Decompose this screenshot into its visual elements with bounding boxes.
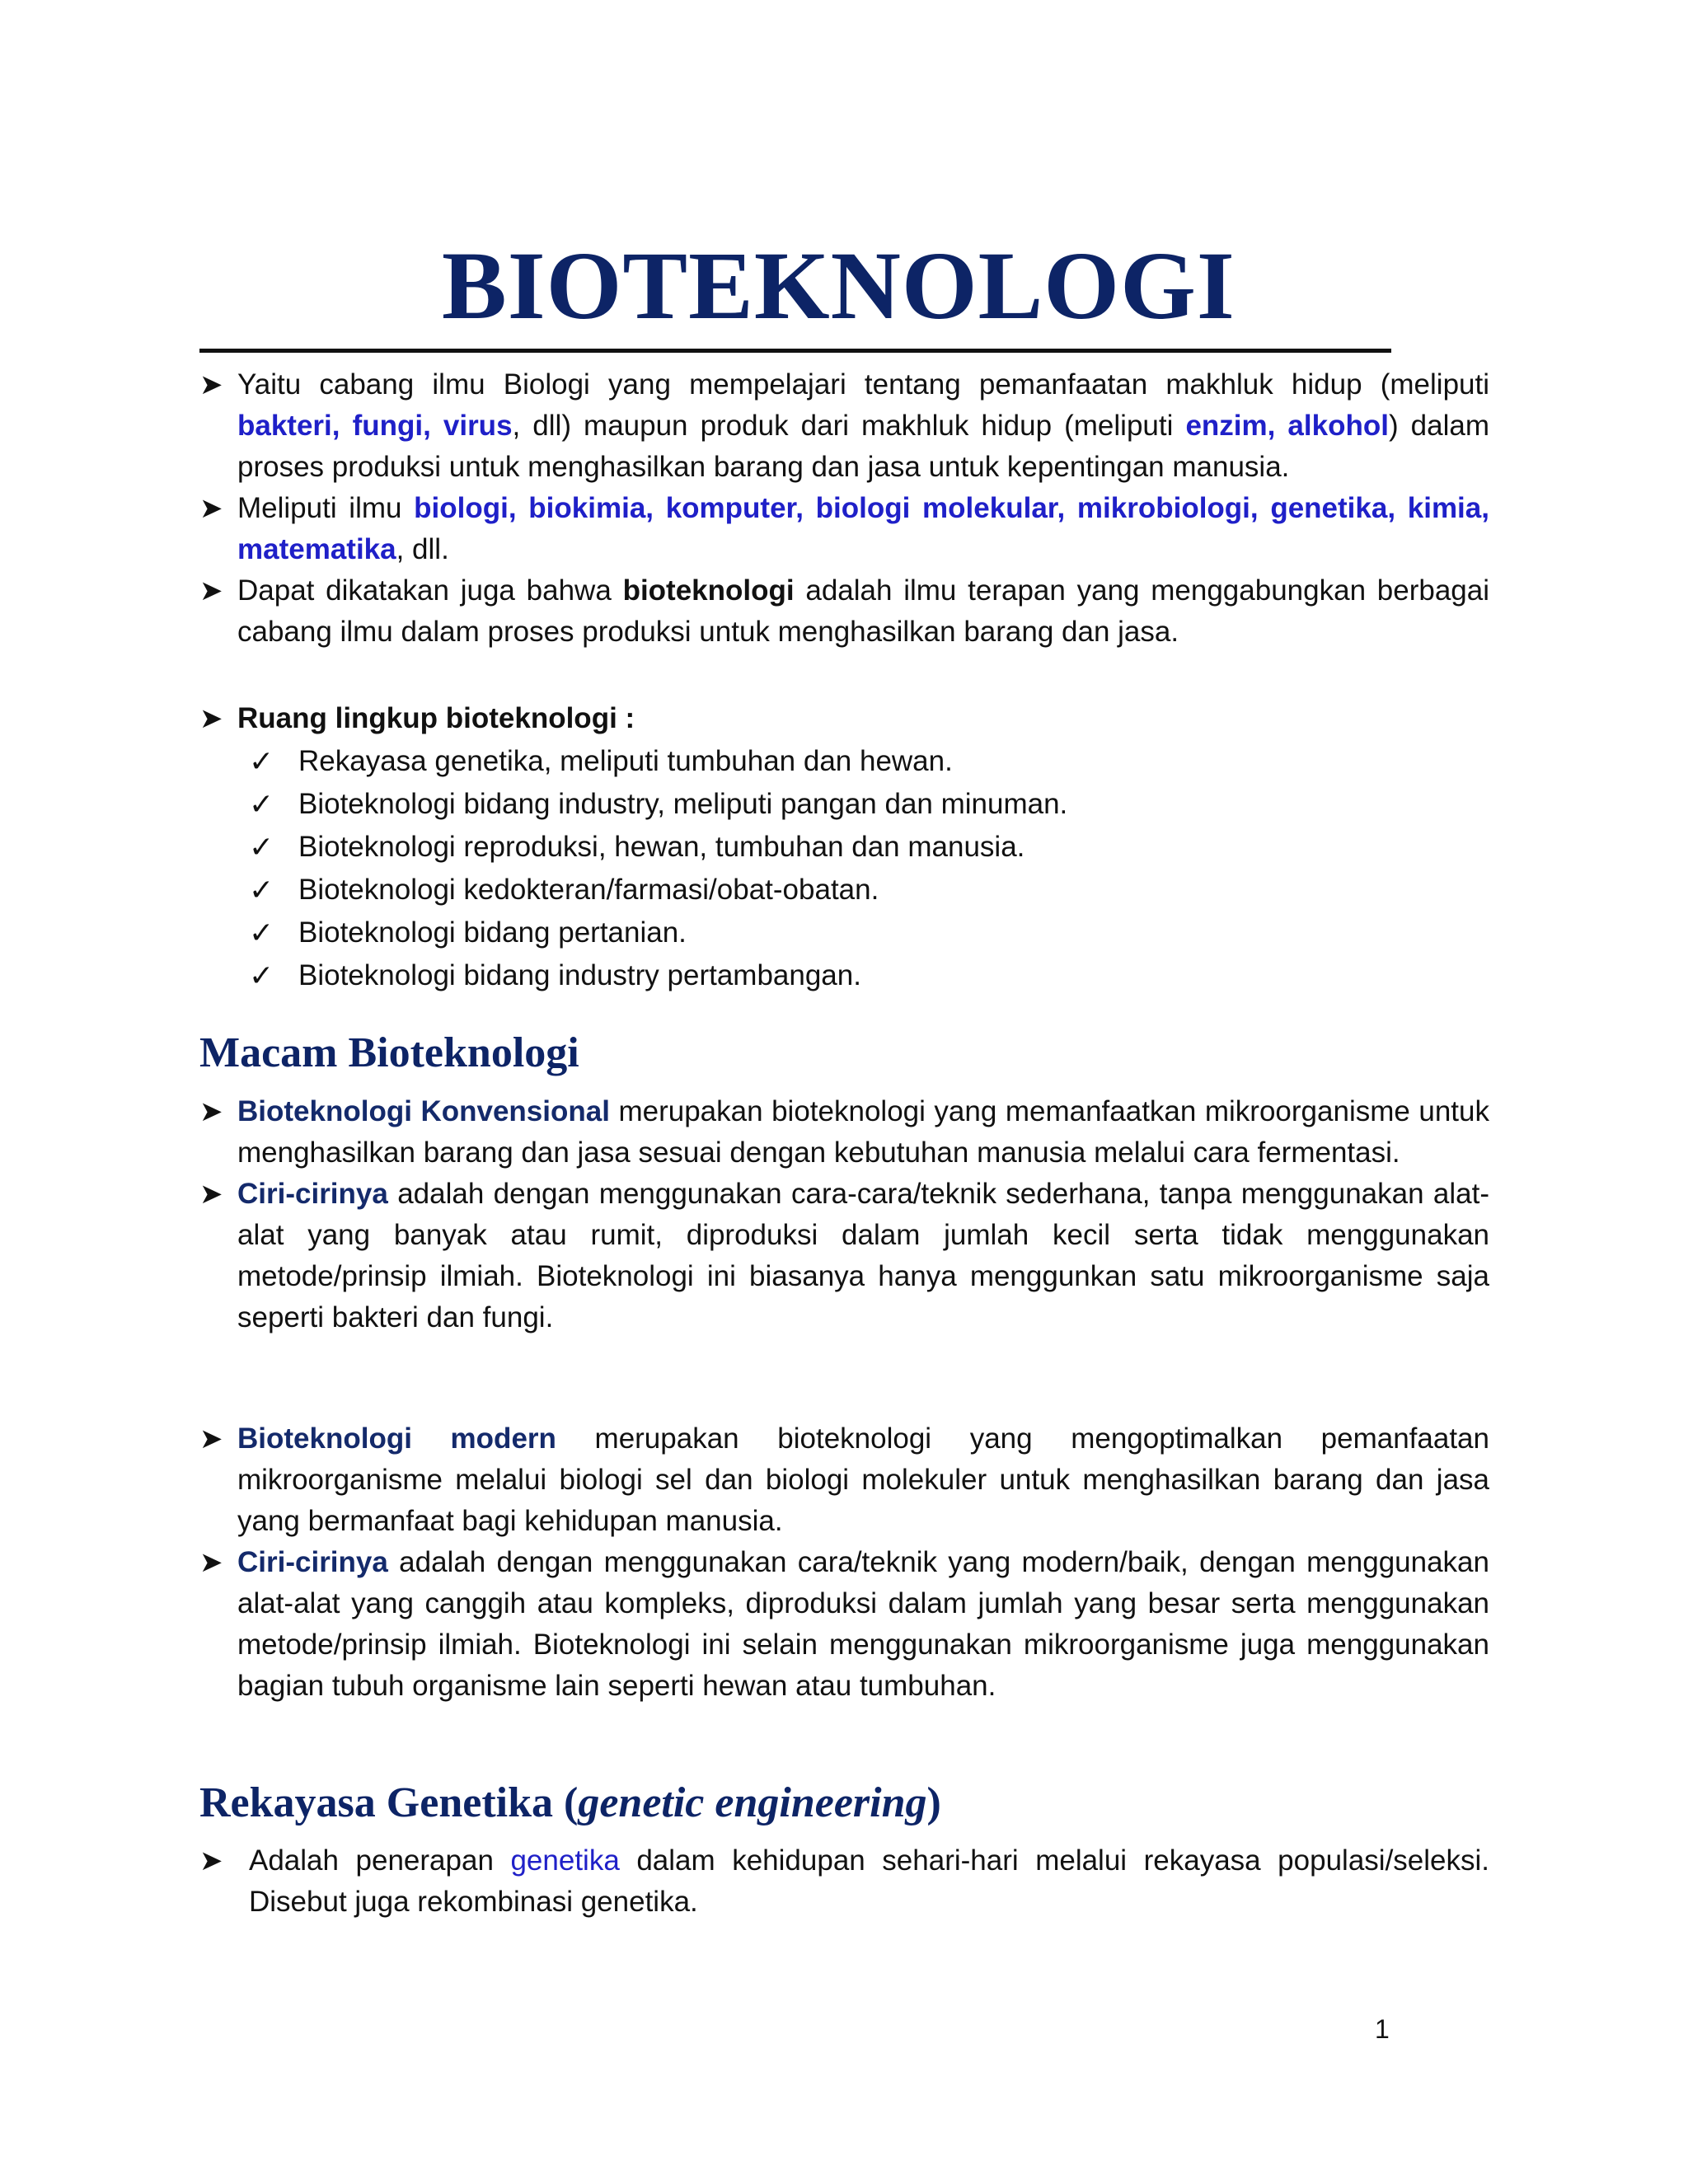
intro-item-definition: ➤ Yaitu cabang ilmu Biologi yang mempelajari tentang pemanfaatan makhluk hidup (meliputi bakteri, fungi, virus, dll) maupun produk dari makhluk hidup (meliputi enzim, alkohol) dalam proses produksi untuk menghasilkan barang dan jasa untuk kepentingan manusia.	[199, 364, 1489, 488]
check-icon: ✓	[249, 830, 274, 864]
conventional-characteristics: ➤ Ciri-cirinya adalah dengan menggunakan cara-cara/teknik sederhana, tanpa menggunakan alat-alat yang banyak atau rumit, diproduksi dalam jumlah kecil serta tidak menggunakan metode/prinsip ilmiah. Bioteknologi ini biasanya hanya menggunkan satu mikroorganisme saja seperti bakteri dan fungi.	[199, 1174, 1489, 1338]
keyword: alkohol	[1287, 410, 1389, 442]
check-icon: ✓	[249, 873, 274, 907]
page-number: 1	[1375, 2014, 1390, 2044]
arrow-bullet-icon: ➤	[199, 369, 223, 401]
title-underline	[199, 349, 1391, 353]
macam-modern	[199, 1418, 1489, 1707]
arrow-bullet-icon: ➤	[199, 1845, 223, 1877]
rekayasa-section	[199, 1840, 1489, 1923]
scope-item: ✓ Bioteknologi reproduksi, hewan, tumbuhan dan manusia.	[199, 826, 1489, 869]
scope-heading: ➤ Ruang lingkup bioteknologi :	[199, 697, 1489, 740]
page-title: BIOTEKNOLOGI	[442, 232, 1236, 340]
intro-item-disciplines: ➤ Meliputi ilmu biologi, biokimia, komputer, biologi molekular, mikrobiologi, genetika, kimia, matematika, dll.	[199, 488, 1489, 570]
keyword: bakteri	[237, 410, 332, 442]
scope-item: ✓ Bioteknologi bidang industry pertambangan.	[199, 954, 1489, 997]
scope-item: ✓ Bioteknologi bidang pertanian.	[199, 912, 1489, 954]
check-icon: ✓	[249, 787, 274, 821]
keyword: fungi	[352, 410, 424, 442]
check-icon: ✓	[249, 958, 274, 992]
arrow-bullet-icon: ➤	[199, 703, 223, 734]
conventional-definition: ➤ Bioteknologi Konvensional merupakan bioteknologi yang memanfaatkan mikroorganisme untuk menghasilkan barang dan jasa sesuai dengan kebutuhan manusia melalui cara fermentasi.	[199, 1091, 1489, 1174]
scope-section	[199, 697, 1489, 997]
rekayasa-definition: ➤ Adalah penerapan genetika dalam kehidupan sehari-hari melalui rekayasa populasi/seleksi. Disebut juga rekombinasi genetika.	[199, 1840, 1489, 1923]
scope-item: ✓ Rekayasa genetika, meliputi tumbuhan dan hewan.	[199, 740, 1489, 783]
scope-item: ✓ Bioteknologi kedokteran/farmasi/obat-obatan.	[199, 869, 1489, 912]
keyword: enzim	[1185, 410, 1268, 442]
arrow-bullet-icon: ➤	[199, 493, 223, 524]
scope-item: ✓ Bioteknologi bidang industry, meliputi pangan dan minuman.	[199, 783, 1489, 826]
macam-conventional	[199, 1091, 1489, 1338]
arrow-bullet-icon: ➤	[199, 1096, 223, 1127]
arrow-bullet-icon: ➤	[199, 1423, 223, 1455]
intro-section	[199, 364, 1489, 653]
check-icon: ✓	[249, 744, 274, 778]
section-heading-macam: Macam Bioteknologi	[199, 1029, 579, 1076]
modern-definition: ➤ Bioteknologi modern merupakan bioteknologi yang mengoptimalkan pemanfaatan mikroorganisme melalui biologi sel dan biologi molekuler untuk menghasilkan barang dan jasa yang bermanfaat bagi kehidupan manusia.	[199, 1418, 1489, 1542]
check-icon: ✓	[249, 916, 274, 949]
intro-item-applied-science: ➤ Dapat dikatakan juga bahwa bioteknologi adalah ilmu terapan yang menggabungkan berbagai cabang ilmu dalam proses produksi untuk menghasilkan barang dan jasa.	[199, 570, 1489, 653]
arrow-bullet-icon: ➤	[199, 1547, 223, 1578]
arrow-bullet-icon: ➤	[199, 1179, 223, 1210]
arrow-bullet-icon: ➤	[199, 575, 223, 607]
modern-characteristics: ➤ Ciri-cirinya adalah dengan menggunakan cara/teknik yang modern/baik, dengan menggunakan alat-alat yang canggih atau kompleks, diproduksi dalam jumlah yang besar serta menggunakan metode/prinsip ilmiah. Bioteknologi ini selain menggunakan mikroorganisme juga menggunakan bagian tubuh organisme lain seperti hewan atau tumbuhan.	[199, 1542, 1489, 1707]
keyword: virus	[443, 410, 513, 442]
section-heading-rekayasa: Rekayasa Genetika (genetic engineering)	[199, 1779, 941, 1826]
